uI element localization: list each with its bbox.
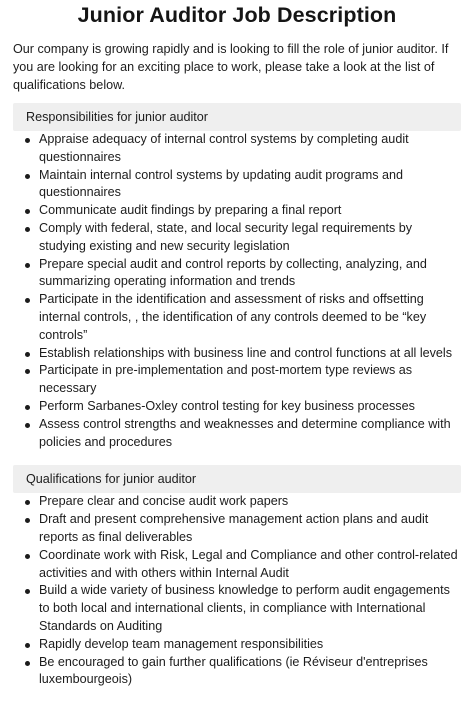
list-item: Prepare special audit and control reports by collecting, analyzing, and summarizing operating information and trends bbox=[39, 256, 461, 292]
list-item: Appraise adequacy of internal control systems by completing audit questionnaires bbox=[39, 131, 461, 167]
list-item: Prepare clear and concise audit work papers bbox=[39, 493, 461, 511]
list-item: Establish relationships with business line and control functions at all levels bbox=[39, 345, 461, 363]
list-item: Participate in pre-implementation and post-mortem type reviews as necessary bbox=[39, 362, 461, 398]
responsibilities-list bbox=[13, 131, 461, 451]
list-item: Assess control strengths and weaknesses and determine compliance with policies and procedures bbox=[39, 416, 461, 452]
list-item: Build a wide variety of business knowledge to perform audit engagements to both local and international clients, in compliance with International Standards on Auditing bbox=[39, 582, 461, 635]
list-item: Comply with federal, state, and local security legal requirements by studying existing and new security legislation bbox=[39, 220, 461, 256]
list-item: Participate in the identification and assessment of risks and offsetting internal controls, , the identification of any controls deemed to be “key controls” bbox=[39, 291, 461, 344]
list-item: Coordinate work with Risk, Legal and Compliance and other control-related activities and with others within Internal Audit bbox=[39, 547, 461, 583]
qualifications-section-header: Qualifications for junior auditor bbox=[13, 465, 461, 493]
list-item: Perform Sarbanes-Oxley control testing for key business processes bbox=[39, 398, 461, 416]
responsibilities-section-header: Responsibilities for junior auditor bbox=[13, 103, 461, 131]
page-title: Junior Auditor Job Description bbox=[77, 3, 397, 27]
list-item: Be encouraged to gain further qualifications (ie Réviseur d'entreprises luxembourgeois) bbox=[39, 654, 461, 690]
list-item: Communicate audit findings by preparing a final report bbox=[39, 202, 461, 220]
qualifications-list bbox=[13, 493, 461, 689]
intro-paragraph: Our company is growing rapidly and is looking to fill the role of junior auditor. If you are looking for an exciting place to work, please take a look at the list of qualifications below. bbox=[13, 42, 449, 92]
list-item: Draft and present comprehensive management action plans and audit reports as final deliverables bbox=[39, 511, 461, 547]
list-item: Rapidly develop team management responsibilities bbox=[39, 636, 461, 654]
list-item: Maintain internal control systems by updating audit programs and questionnaires bbox=[39, 167, 461, 203]
